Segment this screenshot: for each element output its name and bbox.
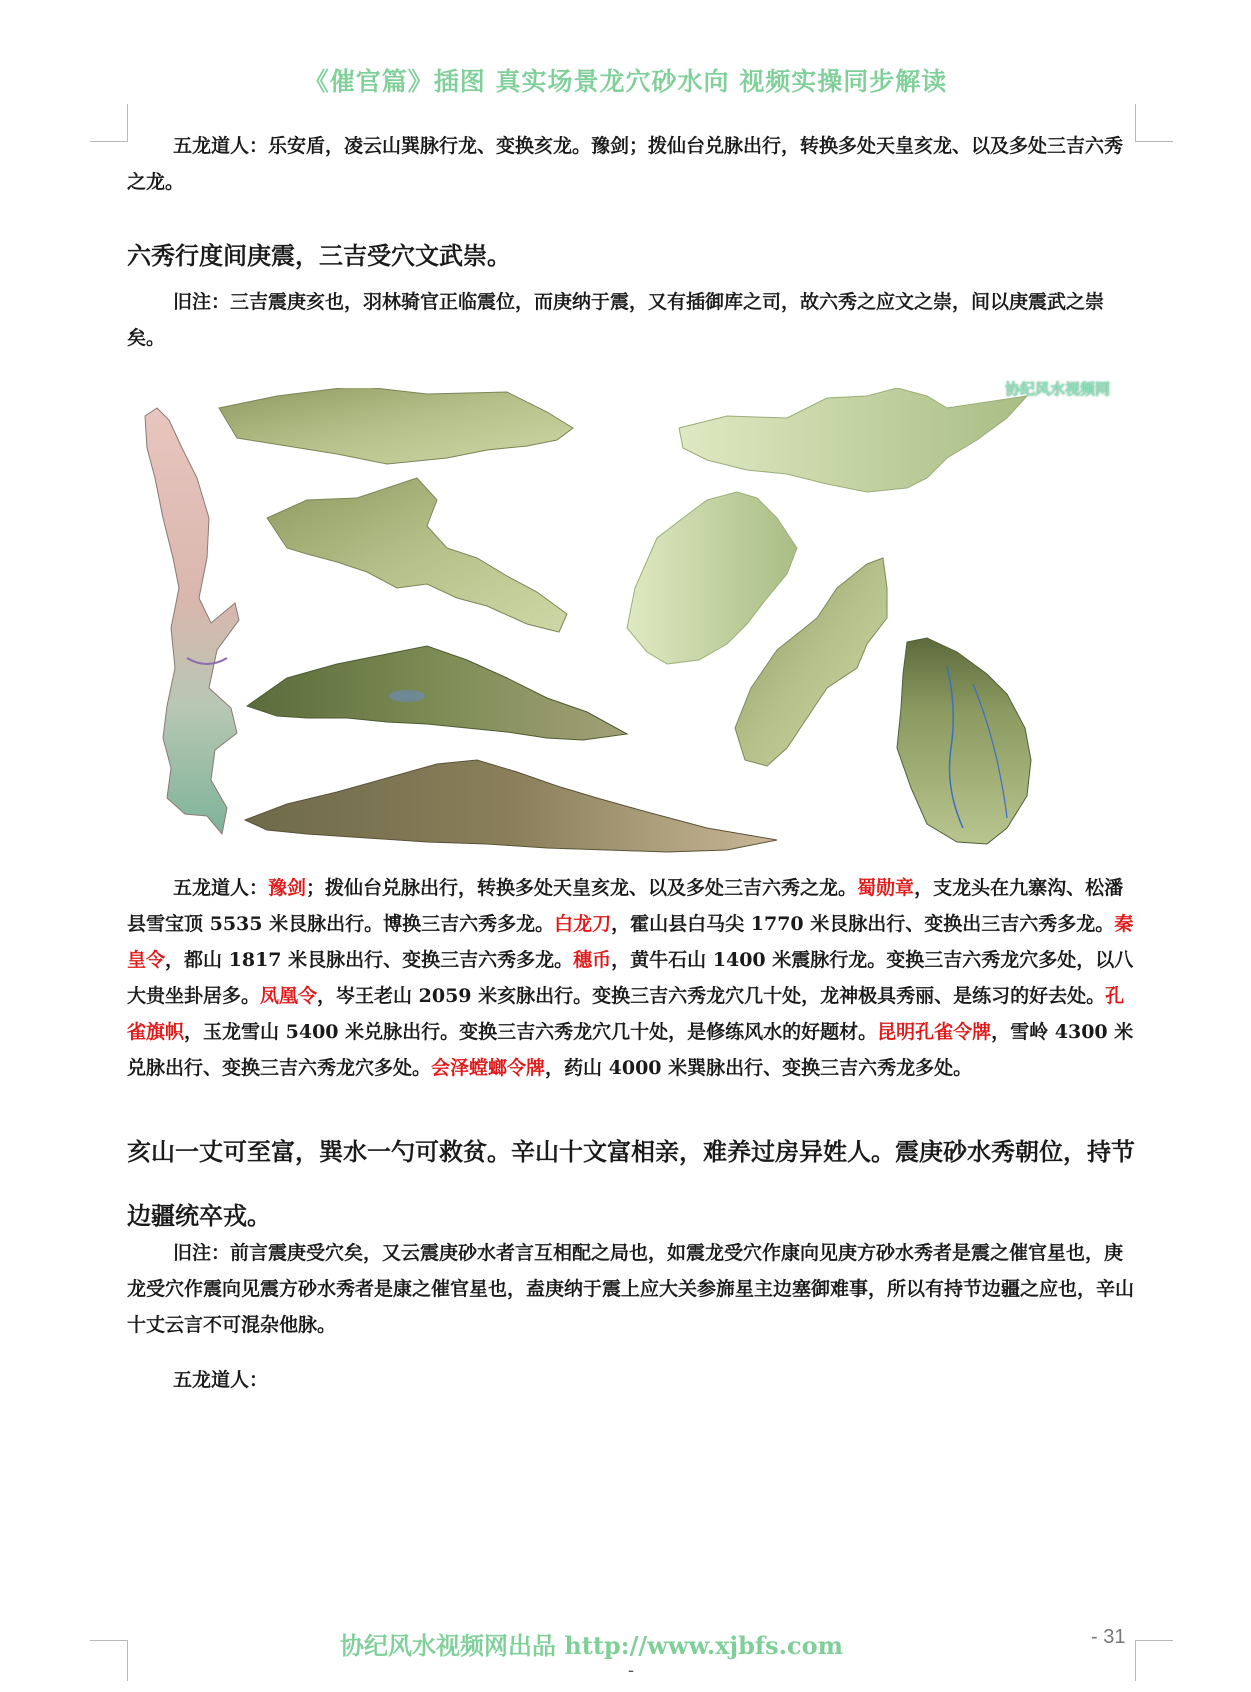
old-note-block-2 [127, 1235, 1137, 1343]
footer-publisher-text: 协纪风水视频网出品 [340, 1631, 556, 1660]
section-end [127, 1362, 1137, 1398]
commentary-intro: 五龙道人： [173, 877, 269, 899]
verse-2: 亥山一丈可至富，巽水一勺可救贫。辛山十文富相亲，难养过房异姓人。震庚砂水秀朝位，持节边疆统卒戎。 [127, 1137, 1135, 1230]
commentary-block [127, 870, 1137, 1086]
highlight-kunming-lingpai: 昆明孔雀令牌 [877, 1021, 992, 1043]
crop-mark-top-left [90, 104, 128, 142]
footer-dash: - [628, 1660, 635, 1681]
crop-mark-bottom-right [1135, 1640, 1173, 1681]
commentary-text-3: ，霍山县白马尖 1770 米艮脉出行、变换出三吉六秀多龙。 [611, 913, 1115, 935]
footer-url[interactable]: http://www.xjbfs.com [564, 1631, 844, 1660]
highlight-kongqueqizhi: 孔雀旗帜 [127, 985, 1125, 1043]
section-intro [127, 128, 1137, 200]
commentary-text-8: ，雪岭 4300 米兑脉出行、变换三吉六秀龙穴多处。 [127, 1021, 1134, 1079]
crop-mark-top-right [1135, 104, 1173, 142]
commentary-text-9: ，药山 4000 米巽脉出行、变换三吉六秀龙多处。 [545, 1057, 973, 1079]
commentary-paragraph [127, 870, 1137, 1086]
highlight-shuxunzhang: 蜀勋章 [857, 877, 915, 899]
old-note-block-1 [127, 284, 1137, 356]
highlight-suibi: 穗币 [573, 949, 612, 971]
highlight-qinhuangling: 秦皇令 [127, 913, 1134, 971]
terrain-map-7 [247, 646, 627, 740]
terrain-map-8 [245, 760, 777, 852]
commentary-text-6: ，岑王老山 2059 米亥脉出行。变换三吉六秀龙穴几十处，龙神极具秀丽、是练习的好去处。 [317, 985, 1106, 1007]
terrain-map-9 [897, 638, 1031, 844]
verse-1: 六秀行度间庚震，三吉受穴文武崇。 [127, 241, 511, 270]
figure-watermark: 协纪风水视频网 [1005, 380, 1111, 398]
commentary-text-2: ，支龙头在九寨沟、松潘县雪宝顶 5535 米艮脉出行。博换三吉六秀多龙。 [127, 877, 1124, 935]
highlight-yujian: 豫剑 [268, 877, 307, 899]
commentary-text-7: ，玉龙雪山 5400 米兑脉出行。变换三吉六秀龙穴几十处，是修练风水的好题材。 [184, 1021, 878, 1043]
old-note-1: 旧注：三吉震庚亥也，羽林骑官正临震位，而庚纳于震，又有插御库之司，故六秀之应文之崇，间以庚震武之崇矣。 [127, 291, 1105, 349]
verse-block-1 [127, 224, 1137, 288]
crop-mark-bottom-left [90, 1640, 128, 1681]
terrain-map-5 [627, 492, 797, 664]
highlight-huize-lingpai: 会泽螳螂令牌 [431, 1057, 546, 1079]
terrain-map-1 [145, 408, 239, 834]
commentary-text-5: ，黄牛石山 1400 米震脉行龙。变换三吉六秀龙穴多处，以八大贵坐卦居多。 [127, 949, 1134, 1007]
terrain-map-figure [127, 388, 1127, 918]
page-number: - 31 [1091, 1626, 1126, 1648]
terrain-map-2 [219, 388, 573, 464]
page-header: 《催官篇》插图 真实场景龙穴砂水向 视频实操同步解读 [303, 67, 948, 96]
terrain-map-4 [267, 478, 567, 632]
verse-block-2 [127, 1120, 1137, 1248]
footer-publisher [340, 1626, 843, 1661]
old-note-2: 旧注：前言震庚受穴矣，又云震庚砂水者言互相配之局也，如震龙受穴作康向见庚方砂水秀者是震之催官星也，庚龙受穴作震向见震方砂水秀者是康之催官星也，盍庚纳于震上应大关参旆星主边塞御难事，所以有持节边疆之应也，辛山十丈云言不可混杂他脉。 [127, 1242, 1135, 1336]
highlight-fenghuangling: 凤凰令 [260, 985, 318, 1007]
highlight-bailongdao: 白龙刀 [554, 913, 612, 935]
commentary-text-1: ；拨仙台兑脉出行，转换多处天皇亥龙、以及多处三吉六秀之龙。 [306, 877, 858, 899]
commentary-text-4: ，都山 1817 米艮脉出行、变换三吉六秀多龙。 [165, 949, 574, 971]
wulong-note-1: 五龙道人：乐安盾，凌云山巽脉行龙、变换亥龙。豫剑；拨仙台兑脉出行，转换多处天皇亥龙、以及多处三吉六秀之龙。 [127, 135, 1124, 193]
terrain-map-3 [679, 388, 1027, 492]
wulong-note-2: 五龙道人： [173, 1369, 269, 1391]
